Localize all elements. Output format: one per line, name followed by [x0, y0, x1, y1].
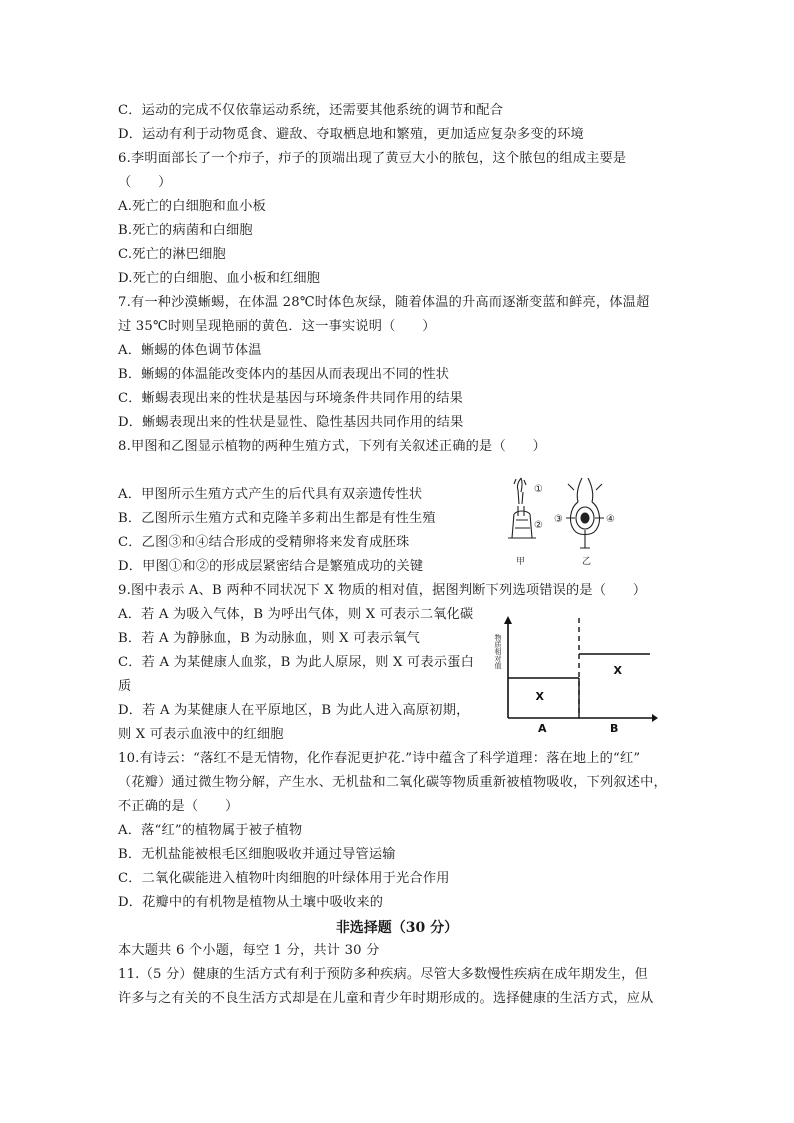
question-7-stem-cont: 过 35℃时则呈现艳丽的黄色．这一事实说明（ ）	[118, 319, 436, 334]
option-7b: B．蜥蜴的体温能改变体内的基因从而表现出不同的性状	[118, 367, 450, 382]
question-10-stem-end: 不正确的是（ ）	[118, 799, 239, 814]
graft-scion-illustration	[514, 478, 526, 504]
option-6a: A.死亡的白细胞和血小板	[118, 199, 266, 214]
figure-9-svg	[486, 612, 660, 742]
question-11-stem: 11.（5 分）健康的生活方式有利于预防多种疾病。尽管大多数慢性疾病在成年期发生，但	[118, 967, 648, 982]
option-8a: A．甲图所示生殖方式产生的后代具有双亲遗传性状	[118, 487, 423, 502]
question-11-stem-cont: 许多与之有关的不良生活方式却是在儿童和青少年时期形成的。选择健康的生活方式，应从	[118, 991, 654, 1006]
option-9c-cont: 质	[118, 679, 132, 694]
category-a-label: A	[538, 722, 547, 735]
question-10-stem: 10.有诗云：“落红不是无情物，化作春泥更护花.”诗中蕴含了科学道理：落在地上的“红”	[118, 751, 641, 766]
flower-section-illustration	[566, 478, 604, 548]
x-axis-arrow	[652, 714, 658, 722]
option-10a: A．落“红”的植物属于被子植物	[118, 823, 303, 838]
figure-8-label-3: ③	[554, 514, 563, 525]
option-9c: C．若 A 为某健康人血浆，B 为此人原尿，则 X 可表示蛋白	[118, 655, 474, 670]
option-9a: A．若 A 为吸入气体，B 为呼出气体，则 X 可表示二氧化碳	[118, 607, 474, 622]
option-9b: B．若 A 为静脉血，B 为动脉血，则 X 可表示氧气	[118, 631, 421, 646]
x-value-label-b: X	[613, 664, 622, 677]
category-b-label: B	[610, 722, 619, 735]
question-10-stem-cont: （花瓣）通过微生物分解，产生水、无机盐和二氧化碳等物质重新被植物吸收，下列叙述中，	[118, 775, 667, 790]
option-6b: B.死亡的病菌和白细胞	[118, 223, 253, 238]
option-8d: D．甲图①和②的形成层紧密结合是繁殖成功的关键	[118, 559, 424, 574]
x-value-label-a: X	[535, 690, 544, 703]
option-10c: C．二氧化碳能进入植物叶肉细胞的叶绿体用于光合作用	[118, 871, 450, 886]
question-9-stem: 9.图中表示 A、B 两种不同状况下 X 物质的相对值，据图判断下列选项错误的是（ ）	[118, 583, 647, 598]
figure-8-drawing	[504, 476, 636, 572]
option-5d: D．运动有利于动物觅食、避敌、夺取栖息地和繁殖，更加适应复杂多变的环境	[118, 127, 584, 142]
figure-8-label-1: ①	[534, 484, 543, 495]
figure-8	[504, 476, 636, 572]
option-8c: C．乙图③和④结合形成的受精卵将来发育成胚珠	[118, 535, 410, 550]
figure-8-label-4: ④	[606, 514, 615, 525]
y-axis-arrow	[504, 616, 512, 624]
figure-8-caption-right: 乙	[582, 557, 592, 567]
graft-stock-illustration	[508, 506, 536, 538]
option-9d: D．若 A 为某健康人在平原地区，B 为此人进入高原初期，	[118, 703, 470, 718]
option-5c: C．运动的完成不仅依靠运动系统，还需要其他系统的调节和配合	[118, 103, 504, 118]
question-7-stem: 7.有一种沙漠蜥蜴，在体温 28℃时体色灰绿，随着体温的升高而逐渐变蓝和鲜亮，体温超	[118, 295, 650, 310]
section-title: 非选择题（30 分）	[335, 920, 459, 936]
question-6-bracket: （ ）	[118, 175, 172, 190]
option-6d: D.死亡的白细胞、血小板和红细胞	[118, 271, 321, 286]
option-10b: B．无机盐能被根毛区细胞吸收并通过导管运输	[118, 847, 396, 862]
option-7c: C．蜥蜴表现出来的性状是基因与环境条件共同作用的结果	[118, 391, 463, 406]
figure-9-chart	[486, 612, 660, 742]
y-axis-label: 物质相对值	[494, 634, 502, 669]
option-8b: B．乙图所示生殖方式和克隆羊多莉出生都是有性生殖	[118, 511, 436, 526]
option-6c: C.死亡的淋巴细胞	[118, 247, 226, 262]
option-9d-cont: 则 X 可表示血液中的红细胞	[118, 727, 284, 742]
option-7d: D．蜥蜴表现出来的性状是显性、隐性基因共同作用的结果	[118, 415, 464, 430]
section-instructions: 本大题共 6 个小题，每空 1 分，共计 30 分	[118, 943, 380, 958]
figure-8-caption-left: 甲	[516, 557, 526, 567]
question-8-stem: 8.甲图和乙图显示植物的两种生殖方式，下列有关叙述正确的是（ ）	[118, 439, 546, 454]
question-6-stem: 6.李明面部长了一个疖子，疖子的顶端出现了黄豆大小的脓包，这个脓包的组成主要是	[118, 151, 627, 166]
figure-8-label-2: ②	[534, 520, 543, 531]
option-7a: A．蜥蜴的体色调节体温	[118, 343, 262, 358]
option-10d: D．花瓣中的有机物是植物从土壤中吸收来的	[118, 895, 384, 910]
